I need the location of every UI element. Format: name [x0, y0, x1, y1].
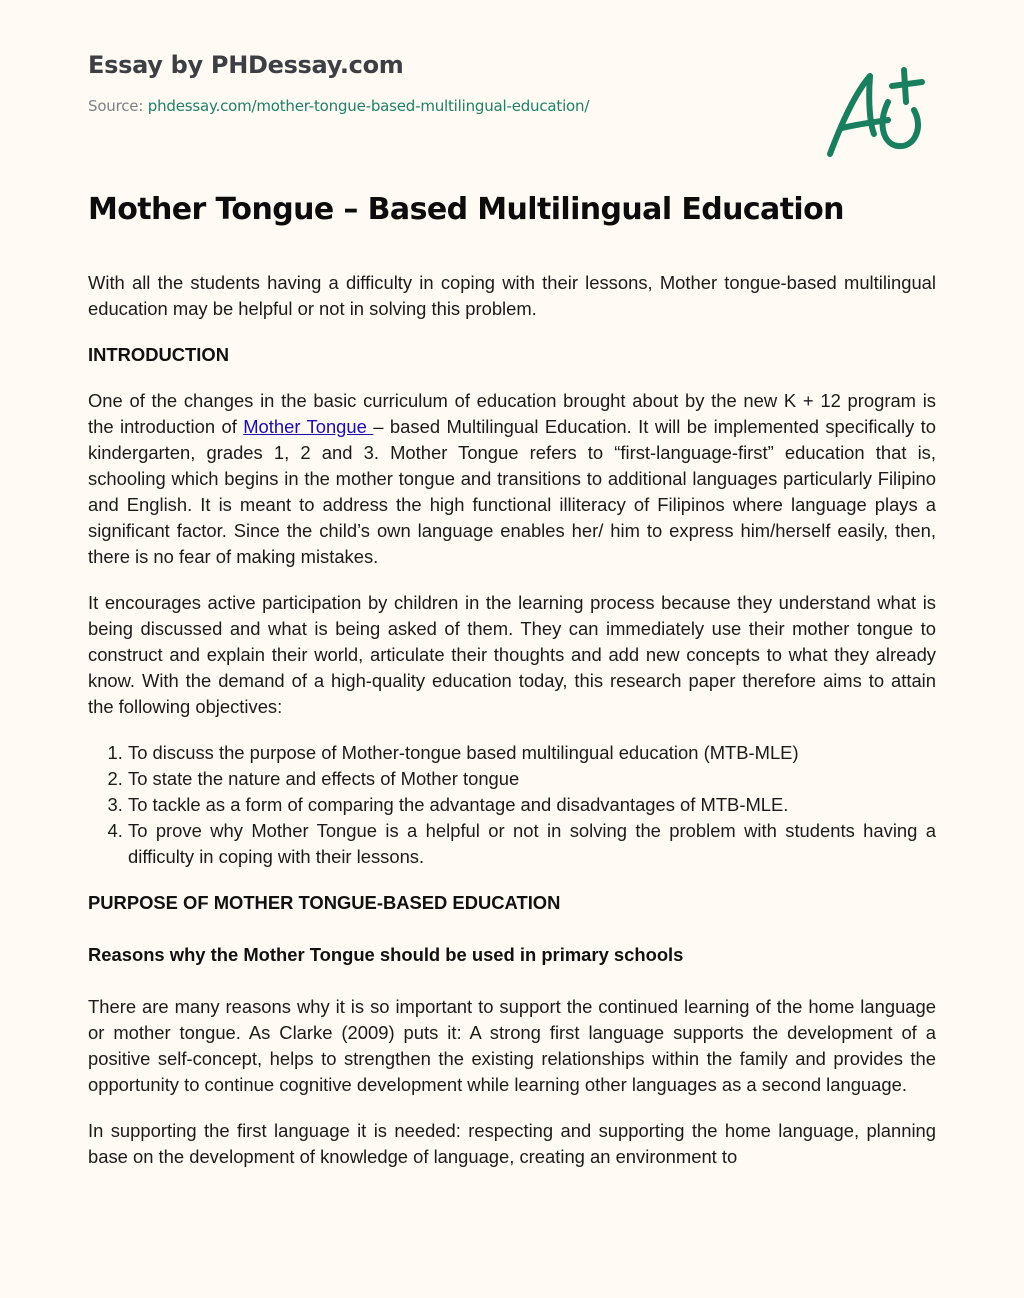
objective-item: 2. To state the nature and effects of Mother tongue [128, 766, 936, 792]
introduction-paragraph-1 [88, 388, 936, 570]
purpose-heading: PURPOSE OF MOTHER TONGUE-BASED EDUCATION [88, 892, 561, 913]
article [88, 190, 936, 1190]
objectives-list [88, 740, 936, 870]
introduction-paragraph-2: It encourages active participation by children in the learning process because they understand what is being discussed and what is being asked of them. They can immediately use their mother tongue to construct and explain their world, articulate their thoughts and add new concepts to what they already know. With the demand of a high-quality education today, this research paper therefore aims to attain the following objectives: [88, 592, 936, 717]
source-link[interactable]: phdessay.com/mother-tongue-based-multilingual-education/ [147, 97, 590, 115]
source-line [88, 97, 589, 115]
a-plus-grade-icon [818, 62, 930, 162]
reasons-paragraph-1: There are many reasons why it is so important to support the continued learning of the home language or mother tongue. As Clarke (2009) puts it: A strong first language supports the development of a positive self-concept, helps to strengthen the existing relationships within the family and provides the opportunity to continue cognitive development while learning other languages as a second language. [88, 996, 936, 1095]
reasons-subheading: Reasons why the Mother Tongue should be used in primary schools [88, 944, 684, 965]
objective-item: 3. To tackle as a form of comparing the advantage and disadvantages of MTB-MLE. [128, 792, 936, 818]
site-title: Essay by PHDessay.com [88, 51, 404, 79]
page-title: Mother Tongue – Based Multilingual Education [88, 192, 844, 227]
objective-item: 1. To discuss the purpose of Mother-tongue based multilingual education (MTB-MLE) [128, 740, 936, 766]
intro-paragraph: With all the students having a difficulty in coping with their lessons, Mother tongue-based multilingual education may be helpful or not in solving this problem. [88, 272, 936, 319]
mother-tongue-link[interactable]: Mother Tongue [243, 416, 374, 437]
introduction-text-before-link: One of the changes in the basic curriculum of education brought about by the new K + 12 program is the introduction of [88, 390, 936, 437]
objective-item: 4. To prove why Mother Tongue is a helpful or not in solving the problem with students having a difficulty in coping with their lessons. [128, 818, 936, 870]
source-label: Source: [88, 97, 144, 115]
reasons-paragraph-2: In supporting the first language it is needed: respecting and supporting the home language, planning base on the development of knowledge of language, creating an environment to [88, 1120, 936, 1167]
introduction-text-after-link: – based Multilingual Education. It will be implemented specifically to kindergarten, grades 1, 2 and 3. Mother Tongue refers to “first-language-first” education that is, schooling which begins in the mother tongue and transitions to additional languages particularly Filipino and English. It is meant to address the high functional illiteracy of Filipinos where language plays a significant factor. Since the child’s own language enables her/ him to express him/herself easily, then, there is no fear of making mistakes. [88, 416, 937, 567]
introduction-heading: INTRODUCTION [88, 344, 229, 365]
site-header [88, 48, 589, 115]
